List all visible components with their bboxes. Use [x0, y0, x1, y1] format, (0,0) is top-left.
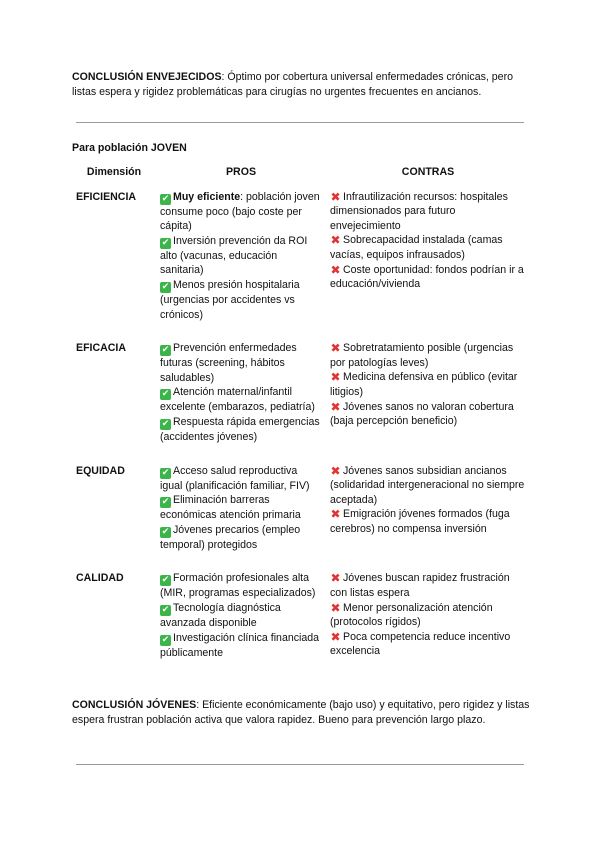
cross-mark-icon: ✖: [330, 189, 341, 204]
contra-item-text: Sobretratamiento posible (urgencias por patologías leves): [330, 342, 514, 369]
pro-item: [160, 385, 322, 415]
conclusion-young-label: CONCLUSIÓN JÓVENES: [72, 699, 197, 711]
pros-cell: [156, 459, 326, 567]
table-row: [72, 566, 530, 674]
pro-item-bold: Muy eficiente: [173, 190, 241, 203]
contra-item-text: Jóvenes buscan rapidez frustración con listas espera: [330, 572, 510, 599]
check-mark-icon: ✔: [161, 389, 170, 400]
contra-item-text: Coste oportunidad: fondos podrían ir a educación/vivienda: [330, 263, 524, 291]
check-mark-icon: ✔: [161, 526, 170, 537]
check-mark-icon: ✔: [161, 237, 170, 248]
pro-item-text: Formación profesionales alta (MIR, programas especializados): [160, 572, 316, 600]
contra-item-text: Poca competencia reduce incentivo excelencia: [330, 630, 511, 658]
contra-item-text: Sobrecapacidad instalada (camas vacías, equipos infrausados): [330, 234, 503, 261]
contra-item-text: Jóvenes sanos no valoran cobertura (baja percepción beneficio): [330, 400, 514, 428]
pros-cell: [156, 185, 326, 337]
contras-cell: [326, 459, 530, 567]
pro-item: [160, 278, 322, 322]
check-mark-icon: ✔: [161, 281, 170, 292]
contra-item: [330, 571, 526, 600]
cross-mark-icon: ✖: [330, 507, 341, 522]
contras-cell: [326, 336, 530, 458]
contra-item: [330, 370, 526, 399]
cross-mark-icon: ✖: [330, 370, 341, 385]
contras-cell: [326, 185, 530, 337]
dimension-label: EFICIENCIA: [76, 190, 137, 203]
pro-item: [160, 571, 322, 601]
header-dimension: Dimensión: [86, 166, 142, 178]
pro-item: [160, 415, 322, 445]
contra-item: [330, 341, 526, 370]
conclusion-elderly-text: : Óptimo por cobertura universal enfermedades crónicas, pero listas espera y rigidez problemáticas para cirugías no urgentes frecuentes en ancianos.: [72, 71, 513, 98]
contra-item: [330, 630, 526, 659]
pro-item: [160, 234, 322, 278]
pro-item: [160, 631, 322, 661]
contra-item: [330, 400, 526, 429]
dimension-label: CALIDAD: [76, 572, 124, 585]
check-mark-icon: ✔: [161, 604, 170, 615]
cross-mark-icon: ✖: [330, 399, 341, 414]
cross-mark-icon: ✖: [330, 233, 341, 248]
contra-item: [330, 507, 526, 536]
conclusion-young-text: : Eficiente económicamente (bajo uso) y equitativo, pero rigidez y listas espera frustran población activa que valora rapidez. Bueno para prevención largo plazo.: [72, 699, 530, 726]
pros-cell: [156, 566, 326, 674]
pro-item-text: Prevención enfermedades futuras (screening, hábitos saludables): [160, 342, 297, 384]
pro-item-text: Acceso salud reproductiva igual (planificación familiar, FIV): [160, 464, 310, 492]
pro-item-text: Eliminación barreras económicas atención primaria: [160, 494, 301, 522]
check-mark-icon: ✔: [161, 467, 170, 478]
contra-item: [330, 464, 526, 508]
pro-item: [160, 601, 322, 631]
check-mark-icon: ✔: [161, 575, 170, 586]
check-mark-icon: ✔: [161, 345, 170, 356]
contra-item: [330, 601, 526, 630]
pro-item-text: Menos presión hospitalaria (urgencias por accidentes vs crónicos): [160, 278, 300, 321]
cross-mark-icon: ✖: [330, 463, 341, 478]
pro-item: [160, 523, 322, 553]
table-row: [72, 459, 530, 567]
check-mark-icon: ✔: [161, 418, 170, 429]
cross-mark-icon: ✖: [330, 571, 341, 586]
dimensions-table: [72, 160, 530, 674]
table-header-row: [72, 160, 530, 185]
contra-item-text: Infrautilización recursos: hospitales dimensionados para futuro envejecimiento: [330, 190, 508, 232]
header-contras: CONTRAS: [401, 166, 455, 178]
pro-item-text: Jóvenes precarios (empleo temporal) protegidos: [160, 523, 301, 551]
divider-top: [76, 122, 524, 123]
contra-item-text: Medicina defensiva en público (evitar litigios): [330, 371, 518, 398]
conclusion-young: [72, 698, 530, 727]
contra-item: [330, 263, 526, 292]
contras-cell: [326, 566, 530, 674]
table-row: [72, 336, 530, 458]
pro-item-text: Respuesta rápida emergencias (accidentes jóvenes): [160, 415, 320, 443]
table-row: [72, 185, 530, 337]
pro-item: [160, 493, 322, 523]
header-pros: PROS: [225, 166, 257, 178]
pros-cell: [156, 336, 326, 458]
section-title: Para población JOVEN: [72, 142, 187, 154]
check-mark-icon: ✔: [161, 497, 170, 508]
pro-item: [160, 190, 322, 234]
check-mark-icon: ✔: [161, 634, 170, 645]
contra-item-text: Menor personalización atención (protocolos rígidos): [330, 601, 493, 629]
cross-mark-icon: ✖: [330, 341, 341, 356]
contra-item-text: Jóvenes sanos subsidian ancianos (solidaridad intergeneracional no siempre aceptada): [330, 464, 525, 506]
divider-bottom: [76, 764, 524, 765]
pro-item: [160, 464, 322, 494]
pro-item-text: Investigación clínica financiada públicamente: [160, 631, 320, 659]
contra-item-text: Emigración jóvenes formados (fuga cerebros) no compensa inversión: [330, 508, 510, 535]
pro-item-text: Atención maternal/infantil excelente (embarazos, pediatría): [160, 386, 315, 414]
pro-item-text: : población joven consume poco (bajo coste per cápita): [160, 190, 320, 233]
pro-item: [160, 341, 322, 385]
pro-item-text: Tecnología diagnóstica avanzada disponible: [160, 601, 281, 629]
conclusion-elderly-label: CONCLUSIÓN ENVEJECIDOS: [72, 71, 222, 83]
cross-mark-icon: ✖: [330, 629, 341, 644]
pro-item-text: Inversión prevención da ROI alto (vacunas, educación sanitaria): [160, 234, 308, 277]
cross-mark-icon: ✖: [330, 600, 341, 615]
dimension-label: EFICACIA: [76, 342, 127, 355]
contra-item: [330, 190, 526, 234]
check-mark-icon: ✔: [161, 193, 170, 204]
contra-item: [330, 233, 526, 262]
dimension-label: EQUIDAD: [76, 464, 125, 477]
conclusion-elderly: [72, 70, 530, 99]
cross-mark-icon: ✖: [330, 262, 341, 277]
